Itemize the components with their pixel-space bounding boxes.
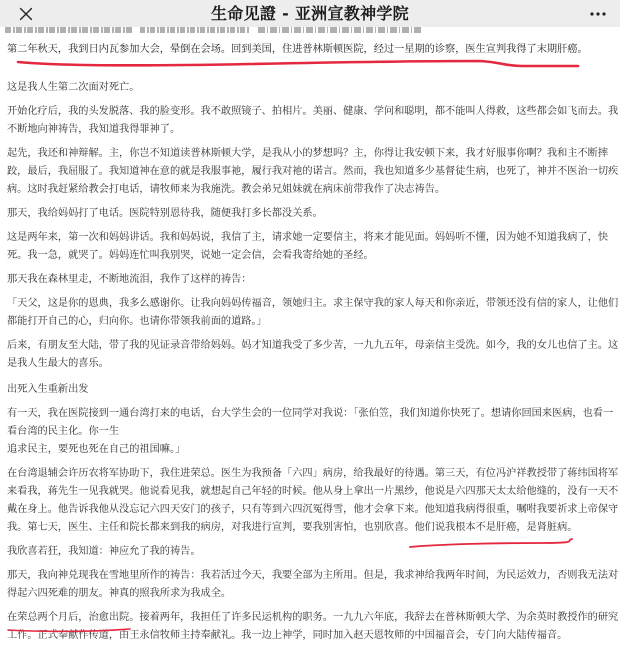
paragraph-line: 这是两年来，第一次和妈妈讲话。我和妈妈说，我信了主，请求她一定要信主，将来才能见面。妈妈听不懂，因为她不知道我病了，快	[7, 232, 609, 243]
paragraph	[7, 465, 620, 537]
paragraph-line: 第二年秋天，我到日内瓦参加大会，晕倒在会场。回到美国，住进普林斯顿医院，经过一星期的诊察，医生宣判我得了末期肝癌。	[7, 44, 588, 55]
paragraph-line: 那天，我向神兑现我在雪地里所作的祷告：我若活过今天，我要全部为主所用。但是，我求神给我两年时间，为民运效力，否则我无法对	[7, 570, 619, 581]
prayer-quote	[7, 295, 620, 331]
paragraph	[7, 79, 620, 97]
underlined-phrase: 在荣总两个月后，治愈出院	[7, 612, 130, 623]
paragraph-line: 死。我一急，就哭了。妈妈连忙叫我别哭，说她一定会信，会看我寄给她的圣经。	[7, 250, 374, 261]
paragraph-line: 是我人生最大的喜乐。	[7, 358, 109, 369]
paragraph-line: 那天，我给妈妈打了电话。医院特别恩待我，随便我打多长都没关系。	[7, 208, 323, 219]
paragraph	[7, 405, 620, 459]
paragraph	[7, 229, 620, 265]
paragraph-line: 我欣喜若狂，我知道：神应允了我的祷告。	[7, 546, 201, 557]
paragraph	[7, 271, 620, 289]
section-heading	[7, 381, 620, 399]
paragraph-line: 这是我人生第二次面对死亡。	[7, 82, 140, 93]
paragraph	[7, 609, 620, 645]
paragraph	[7, 567, 620, 603]
paragraph-line: 得起六四死难的朋友。神真的照我所求为我成全。	[7, 588, 232, 599]
clipped-text-fragment	[5, 27, 133, 33]
underlined-phrase: 他们说我根本不是肝癌，是肾脏病。	[414, 522, 578, 533]
paragraph	[7, 337, 620, 373]
paragraph-line: 那天我在森林里走，不断地流泪，我作了这样的祷告：	[7, 274, 252, 285]
more-options-button[interactable]	[586, 6, 610, 21]
paragraph-line: 「天父，这是你的恩典，我多么感谢你。让我向妈妈传福音，领她归主。求主保守我的家人每天和你亲近，带领还没有信的家人，让他们	[7, 298, 619, 309]
paragraph-line: 都能打开自己的心，归向你。也请你带领我前面的道路。」	[7, 316, 267, 327]
paragraph-line: 在台湾退辅会许历农将军协助下，我住进荣总。医生为我预备「六四」病房，给我最好的待遇。第三天，有位冯沪祥教授带了蒋纬国将军	[7, 468, 619, 479]
paragraph-line: 追求民主，要死也死在自己的祖国嘛。」	[7, 444, 186, 455]
paragraph-line: 起先，我还和神辩解。主，你岂不知道读普林斯顿大学，是我从小的梦想吗？主，你得让我安顿下来，我才好服事你啊？我和主不断摔	[7, 148, 609, 159]
paragraph	[7, 145, 620, 199]
clipped-text-fragment	[258, 27, 423, 33]
article-body	[7, 41, 620, 651]
paragraph-line: 工作。正式奉献作传道，由王永信牧师主持奉献礼。我一边上神学，同时加入赵天恩牧师的中国福音会，专门向大陆传福音。	[7, 630, 568, 641]
paragraph	[7, 103, 620, 139]
paragraph-line: 病。这时我赶紧给教会打电话，请牧师来为我施洗。教会弟兄姐妹就在病床前带我作了决志祷告。	[7, 184, 446, 195]
more-icon	[589, 11, 607, 17]
line-segment: 。接着两年，我担任了许多民运机构的职务。一九九六年底，我辞去在普林斯顿大学、为余英时教授作的研究	[129, 612, 619, 623]
paragraph-line: 跤，最后，我屈服了。我知道神在意的就是我服事祂，履行我对祂的诺言。然而，我也知道多少基督徒生病，也死了，神并不医治一切疾	[7, 166, 619, 177]
paragraph	[7, 543, 620, 561]
paragraph-line: 来看我，蒋先生一见我就哭。他说看见我，就想起自己年轻的时候。他从身上拿出一片黑纱，他说是六四那天太太给他缝的，没有一天不	[7, 486, 619, 497]
line-segment: 我。第七天，医生、主任和院长都来到我的病房，对我进行宣判，要我别害怕，也别欣喜。	[7, 522, 415, 533]
paragraph-line: 开始化疗后，我的头发脱落、我的脸变形。我不敢照镜子、拍相片。美丽、健康、学问和聪明，都不能叫人得救，这些都会如飞而去。我	[7, 106, 619, 117]
paragraph	[7, 205, 620, 223]
page-title: 生命见證 - 亚洲宣教神学院	[211, 4, 409, 23]
clipped-text-fragment	[140, 27, 250, 33]
paragraph-line: 有一天，我在医院接到一通台湾打来的电话，台大学生会的一位同学对我说：「张伯笠，我们知道你快死了。想请你回国来医病，也看一	[7, 408, 614, 419]
paragraph-line	[7, 519, 620, 537]
paragraph-line: 戴在身上。他告诉我他从没忘记六四天安门的孩子，只有等到六四沉冤得雪，他才会拿下来。他知道我病得很重，嘱咐我要祈求上帝保守	[7, 504, 619, 515]
paragraph-diagnosis	[7, 41, 620, 59]
title-bar	[0, 0, 620, 27]
section-heading-text: 出死入生重新出发	[7, 384, 89, 395]
paragraph-line: 后来，有朋友至大陆，带了我的见证录音带给妈妈。妈才知道我受了多少苦，一九九五年，母亲信主受洗。如今，我的女儿也信了主。这	[7, 340, 619, 351]
paragraph-line	[7, 609, 620, 627]
paragraph-line: 不断地向神祷告，我知道我得罪神了。	[7, 124, 181, 135]
paragraph-line: 看台湾的民主化。你一生	[7, 426, 120, 437]
